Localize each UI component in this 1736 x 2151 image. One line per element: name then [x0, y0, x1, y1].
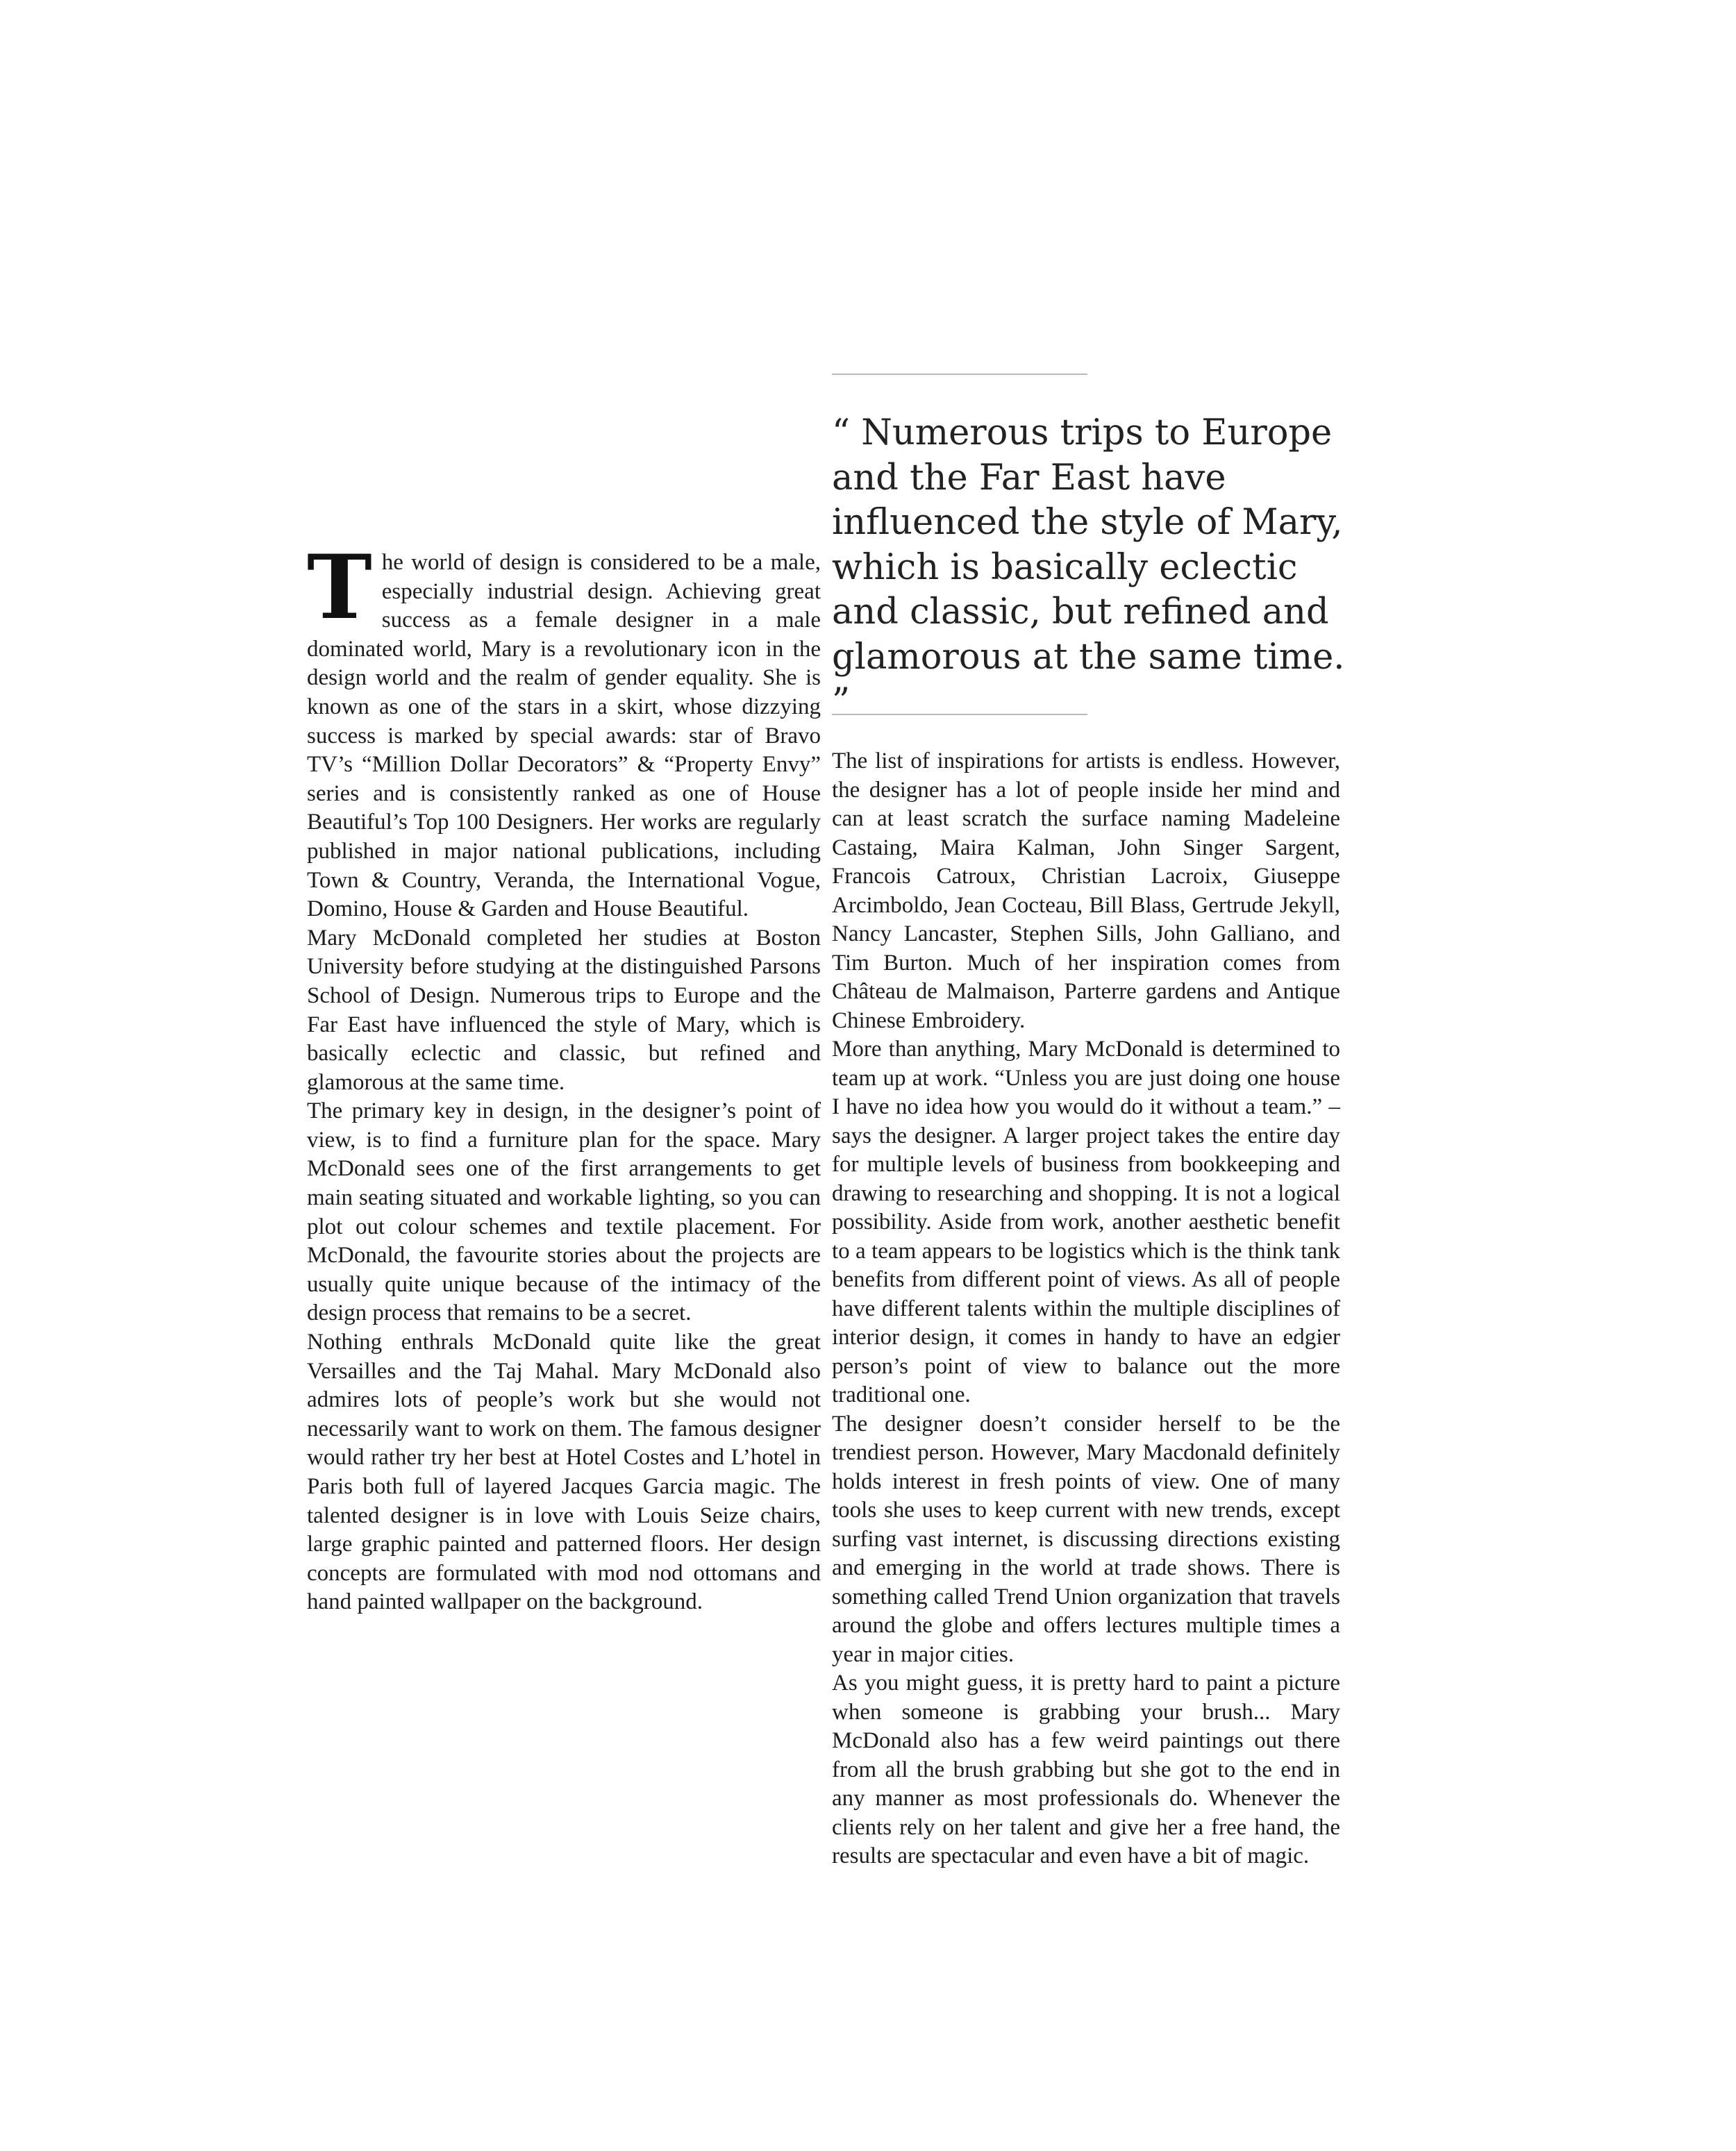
article-paragraph: The list of inspirations for artists is endless. However, the designer has a lot of people inside her mind and can at least scratch the surface naming Madeleine Castaing, Maira Kalman, John Singer Sargent, Francois Catroux, Christian Lacroix, Giuseppe Arcimboldo, Jean Cocteau, Bill Blass, Gertrude Jekyll, Nancy Lancaster, Stephen Sills, John Galliano, and Tim Burton. Much of her inspiration comes from Château de Malmaison, Parterre gardens and Antique Chinese Embroidery.	[832, 748, 1340, 1033]
article-paragraph	[307, 536, 821, 924]
paragraph-text: he world of design is considered to be a male, especially industrial design. Achieving great success as a female designer in a male dominated world, Mary is a revolutionary icon in the design world and the realm of gender equality. She is known as one of the stars in a skirt, whose dizzying success is marked by special awards: star of Bravo TV’s “Million Dollar Decorators” & “Property Envy” series and is consistently ranked as one of House Beautiful’s Top 100 Designers. Her works are regularly published in major national publications, including Town & Country, Veranda, the International Vogue, Domino, House & Garden and House Beautiful.	[307, 550, 821, 922]
article-paragraph: Mary McDonald completed her studies at Boston University before studying at the distinguished Parsons School of Design. Numerous trips to Europe and the Far East have influenced the style of Mary, which is basically eclectic and classic, but refined and glamorous at the same time.	[307, 925, 821, 1095]
article-paragraph: More than anything, Mary McDonald is determined to team up at work. “Unless you are just doing one house I have no idea how you would do it without a team.” – says the designer. A larger project takes the entire day for multiple levels of business from bookkeeping and drawing to researching and shopping. It is not a logical possibility. Aside from work, another aesthetic benefit to a team appears to be logistics which is the think tank benefits from different point of views. As all of people have different talents within the multiple disciplines of interior design, it comes in handy to have an edgier person’s point of view to balance out the more traditional one.	[832, 1037, 1340, 1407]
article-paragraph: As you might guess, it is pretty hard to paint a picture when someone is grabbing your brush... Mary McDonald also has a few weird paintings out there from all the brush grabbing but she got to the end in any manner as most professionals do. Whenever the clients rely on her talent and give her a free hand, the results are spectacular and even have a bit of magic.	[832, 1671, 1340, 1868]
pullquote-bottom-rule	[832, 714, 1087, 715]
drop-cap: T	[307, 536, 372, 639]
article-left-column	[307, 536, 821, 1617]
article-paragraph: The primary key in design, in the designer’s point of view, is to find a furniture plan for the space. Mary McDonald sees one of the first arrangements to get main seating situated and workable lighting, so you can plot out colour schemes and textile placement. For McDonald, the favourite stories about the projects are usually quite unique because of the intimacy of the design process that remains to be a secret.	[307, 1098, 821, 1326]
article-paragraph: Nothing enthrals McDonald quite like the great Versailles and the Taj Mahal. Mary McDonald also admires lots of people’s work but she would not necessarily want to work on them. The famous designer would rather try her best at Hotel Costes and L’hotel in Paris both full of layered Jacques Garcia magic. The talented designer is in love with Louis Seize chairs, large graphic painted and patterned floors. Her design concepts are formulated with mod nod ottomans and hand painted wallpaper on the background.	[307, 1330, 821, 1615]
pullquote-top-rule	[832, 374, 1087, 375]
article-paragraph: The designer doesn’t consider herself to be the trendiest person. However, Mary Macdonald definitely holds interest in fresh points of view. One of many tools she uses to keep current with new trends, except surfing vast internet, is discussing directions existing and emerging in the world at trade shows. There is something called Trend Union organization that travels around the globe and offers lectures multiple times a year in major cities.	[832, 1411, 1340, 1667]
pullquote: “ Numerous trips to Europe and the Far East have influenced the style of Mary, which is basically eclectic and classic, but refined and glamorous at the same time. ”	[832, 412, 1345, 722]
article-right-column	[832, 747, 1340, 1871]
